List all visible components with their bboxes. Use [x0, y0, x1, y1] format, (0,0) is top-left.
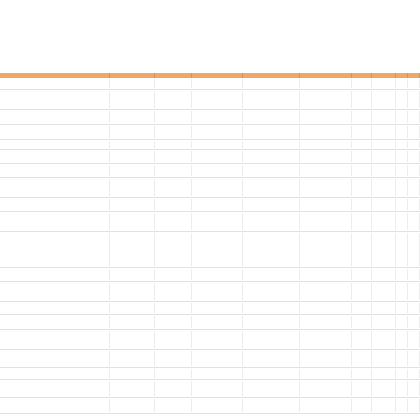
table-cell[interactable] [300, 199, 352, 210]
table-row[interactable] [0, 178, 420, 198]
table-cell[interactable] [192, 233, 243, 266]
table-cell[interactable] [192, 165, 243, 176]
table-cell[interactable] [372, 331, 396, 348]
table-cell[interactable] [372, 111, 396, 123]
table-cell[interactable] [110, 91, 155, 108]
table-cell[interactable] [396, 316, 408, 328]
table-cell[interactable] [352, 331, 372, 348]
table-cell[interactable] [372, 283, 396, 300]
table-row[interactable] [0, 268, 420, 282]
table-cell[interactable] [372, 213, 396, 230]
table-cell[interactable] [110, 399, 155, 412]
table-cell[interactable] [155, 303, 192, 313]
table-cell[interactable] [243, 269, 300, 280]
table-row[interactable] [0, 350, 420, 368]
table-row[interactable] [0, 90, 420, 110]
table-cell[interactable] [192, 141, 243, 148]
table-cell[interactable] [300, 351, 352, 366]
table-row[interactable] [0, 78, 420, 90]
table-cell[interactable] [0, 141, 110, 148]
table-cell[interactable] [372, 233, 396, 266]
table-cell[interactable] [155, 213, 192, 230]
table-cell[interactable] [243, 316, 300, 328]
table-cell[interactable] [408, 369, 420, 378]
table-cell[interactable] [110, 381, 155, 396]
table-cell[interactable] [192, 213, 243, 230]
table-cell[interactable] [372, 151, 396, 162]
table-cell[interactable] [372, 165, 396, 176]
table-cell[interactable] [352, 351, 372, 366]
table-row[interactable] [0, 125, 420, 140]
table-cell[interactable] [300, 369, 352, 378]
table-cell[interactable] [300, 111, 352, 123]
table-cell[interactable] [396, 269, 408, 280]
table-cell[interactable] [372, 79, 396, 88]
table-cell[interactable] [192, 381, 243, 396]
table-cell[interactable] [110, 141, 155, 148]
table-cell[interactable] [352, 199, 372, 210]
table-cell[interactable] [110, 79, 155, 88]
table-cell[interactable] [396, 369, 408, 378]
table-cell[interactable] [396, 199, 408, 210]
table-cell[interactable] [352, 369, 372, 378]
table-cell[interactable] [155, 269, 192, 280]
table-cell[interactable] [110, 351, 155, 366]
table-cell[interactable] [155, 331, 192, 348]
table-row[interactable] [0, 140, 420, 150]
table-cell[interactable] [243, 141, 300, 148]
table-cell[interactable] [372, 91, 396, 108]
table-cell[interactable] [243, 79, 300, 88]
table-cell[interactable] [155, 165, 192, 176]
table-cell[interactable] [408, 213, 420, 230]
table-cell[interactable] [352, 316, 372, 328]
table-cell[interactable] [0, 151, 110, 162]
table-cell[interactable] [110, 283, 155, 300]
table-cell[interactable] [408, 399, 420, 412]
table-cell[interactable] [372, 179, 396, 196]
table-row[interactable] [0, 380, 420, 398]
table-cell[interactable] [300, 165, 352, 176]
table-cell[interactable] [0, 91, 110, 108]
table-cell[interactable] [396, 79, 408, 88]
table-cell[interactable] [372, 369, 396, 378]
table-row[interactable] [0, 398, 420, 414]
table-cell[interactable] [396, 213, 408, 230]
table-cell[interactable] [243, 126, 300, 138]
table-cell[interactable] [408, 269, 420, 280]
table-cell[interactable] [300, 233, 352, 266]
table-cell[interactable] [396, 399, 408, 412]
table-cell[interactable] [408, 233, 420, 266]
table-row[interactable] [0, 315, 420, 330]
table-cell[interactable] [0, 331, 110, 348]
table-cell[interactable] [408, 283, 420, 300]
table-row[interactable] [0, 150, 420, 164]
table-cell[interactable] [372, 399, 396, 412]
table-cell[interactable] [192, 331, 243, 348]
table-cell[interactable] [155, 79, 192, 88]
table-cell[interactable] [243, 331, 300, 348]
table-cell[interactable] [110, 213, 155, 230]
table-cell[interactable] [352, 141, 372, 148]
table-cell[interactable] [192, 283, 243, 300]
table-cell[interactable] [396, 303, 408, 313]
table-cell[interactable] [192, 126, 243, 138]
table-cell[interactable] [352, 79, 372, 88]
table-cell[interactable] [352, 283, 372, 300]
table-cell[interactable] [243, 199, 300, 210]
table-cell[interactable] [110, 151, 155, 162]
table-cell[interactable] [352, 165, 372, 176]
table-cell[interactable] [243, 151, 300, 162]
table-row[interactable] [0, 330, 420, 350]
table-cell[interactable] [352, 126, 372, 138]
table-cell[interactable] [243, 233, 300, 266]
table-cell[interactable] [0, 213, 110, 230]
table-cell[interactable] [300, 179, 352, 196]
table-cell[interactable] [396, 111, 408, 123]
table-cell[interactable] [352, 91, 372, 108]
table-cell[interactable] [396, 233, 408, 266]
table-cell[interactable] [352, 399, 372, 412]
table-cell[interactable] [408, 111, 420, 123]
table-cell[interactable] [155, 351, 192, 366]
table-row[interactable] [0, 110, 420, 125]
table-cell[interactable] [110, 233, 155, 266]
table-cell[interactable] [155, 111, 192, 123]
table-cell[interactable] [0, 369, 110, 378]
table-cell[interactable] [408, 165, 420, 176]
table-cell[interactable] [155, 283, 192, 300]
table-cell[interactable] [396, 283, 408, 300]
table-cell[interactable] [300, 91, 352, 108]
table-cell[interactable] [243, 91, 300, 108]
table-cell[interactable] [396, 331, 408, 348]
table-cell[interactable] [0, 316, 110, 328]
table-cell[interactable] [110, 111, 155, 123]
table-cell[interactable] [352, 111, 372, 123]
table-row[interactable] [0, 302, 420, 315]
table-cell[interactable] [300, 213, 352, 230]
table-cell[interactable] [192, 369, 243, 378]
table-cell[interactable] [372, 269, 396, 280]
table-cell[interactable] [0, 111, 110, 123]
table-cell[interactable] [155, 151, 192, 162]
table-cell[interactable] [243, 399, 300, 412]
table-cell[interactable] [192, 179, 243, 196]
table-cell[interactable] [0, 269, 110, 280]
table-cell[interactable] [0, 303, 110, 313]
table-cell[interactable] [243, 381, 300, 396]
table-cell[interactable] [243, 283, 300, 300]
table-cell[interactable] [192, 91, 243, 108]
table-cell[interactable] [300, 141, 352, 148]
table-cell[interactable] [300, 331, 352, 348]
table-cell[interactable] [352, 233, 372, 266]
table-cell[interactable] [408, 351, 420, 366]
table-cell[interactable] [408, 303, 420, 313]
table-cell[interactable] [155, 91, 192, 108]
table-cell[interactable] [155, 381, 192, 396]
table-cell[interactable] [352, 179, 372, 196]
table-cell[interactable] [372, 303, 396, 313]
table-cell[interactable] [0, 381, 110, 396]
table-cell[interactable] [300, 303, 352, 313]
table-cell[interactable] [300, 126, 352, 138]
table-cell[interactable] [372, 126, 396, 138]
table-cell[interactable] [0, 199, 110, 210]
table-row[interactable] [0, 282, 420, 302]
table-cell[interactable] [408, 91, 420, 108]
table-cell[interactable] [352, 151, 372, 162]
table-cell[interactable] [155, 399, 192, 412]
table-cell[interactable] [408, 331, 420, 348]
table-cell[interactable] [110, 331, 155, 348]
table-row[interactable] [0, 232, 420, 268]
table-cell[interactable] [243, 351, 300, 366]
table-cell[interactable] [300, 316, 352, 328]
table-cell[interactable] [110, 179, 155, 196]
table-cell[interactable] [192, 316, 243, 328]
table-cell[interactable] [110, 165, 155, 176]
table-cell[interactable] [396, 381, 408, 396]
table-cell[interactable] [243, 165, 300, 176]
table-cell[interactable] [408, 79, 420, 88]
table-cell[interactable] [192, 79, 243, 88]
table-cell[interactable] [396, 141, 408, 148]
table-cell[interactable] [372, 316, 396, 328]
table-cell[interactable] [396, 151, 408, 162]
table-cell[interactable] [192, 151, 243, 162]
table-cell[interactable] [192, 399, 243, 412]
table-cell[interactable] [408, 141, 420, 148]
table-cell[interactable] [408, 199, 420, 210]
table-cell[interactable] [0, 351, 110, 366]
table-cell[interactable] [155, 369, 192, 378]
table-cell[interactable] [372, 199, 396, 210]
table-cell[interactable] [243, 303, 300, 313]
table-cell[interactable] [408, 179, 420, 196]
table-cell[interactable] [192, 269, 243, 280]
table-cell[interactable] [396, 351, 408, 366]
table-row[interactable] [0, 164, 420, 178]
table-cell[interactable] [0, 233, 110, 266]
table-cell[interactable] [372, 381, 396, 396]
table-cell[interactable] [243, 179, 300, 196]
table-cell[interactable] [110, 303, 155, 313]
table-row[interactable] [0, 198, 420, 212]
table-cell[interactable] [192, 199, 243, 210]
table-cell[interactable] [352, 381, 372, 396]
table-cell[interactable] [0, 283, 110, 300]
table-cell[interactable] [300, 269, 352, 280]
table-cell[interactable] [155, 233, 192, 266]
table-cell[interactable] [408, 151, 420, 162]
table-cell[interactable] [155, 126, 192, 138]
table-cell[interactable] [372, 141, 396, 148]
table-cell[interactable] [110, 316, 155, 328]
table-cell[interactable] [110, 199, 155, 210]
table-cell[interactable] [408, 316, 420, 328]
table-cell[interactable] [396, 165, 408, 176]
table-cell[interactable] [155, 199, 192, 210]
table-cell[interactable] [0, 165, 110, 176]
table-cell[interactable] [300, 381, 352, 396]
table-cell[interactable] [372, 351, 396, 366]
table-cell[interactable] [300, 399, 352, 412]
table-cell[interactable] [408, 381, 420, 396]
table-cell[interactable] [155, 179, 192, 196]
table-cell[interactable] [155, 316, 192, 328]
table-cell[interactable] [192, 303, 243, 313]
table-cell[interactable] [110, 126, 155, 138]
table-cell[interactable] [300, 151, 352, 162]
table-cell[interactable] [0, 126, 110, 138]
table-cell[interactable] [110, 269, 155, 280]
table-cell[interactable] [352, 213, 372, 230]
table-row[interactable] [0, 368, 420, 380]
table-cell[interactable] [192, 351, 243, 366]
table-cell[interactable] [396, 126, 408, 138]
table-cell[interactable] [0, 79, 110, 88]
table-cell[interactable] [396, 179, 408, 196]
table-cell[interactable] [300, 79, 352, 88]
table-cell[interactable] [110, 369, 155, 378]
table-cell[interactable] [0, 179, 110, 196]
table-row[interactable] [0, 212, 420, 232]
table-cell[interactable] [192, 111, 243, 123]
table-cell[interactable] [243, 111, 300, 123]
table-cell[interactable] [243, 213, 300, 230]
table-cell[interactable] [243, 369, 300, 378]
table-cell[interactable] [300, 283, 352, 300]
table-cell[interactable] [155, 141, 192, 148]
table-cell[interactable] [408, 126, 420, 138]
table-cell[interactable] [396, 91, 408, 108]
table-cell[interactable] [0, 399, 110, 412]
table-cell[interactable] [352, 269, 372, 280]
table-cell[interactable] [352, 303, 372, 313]
